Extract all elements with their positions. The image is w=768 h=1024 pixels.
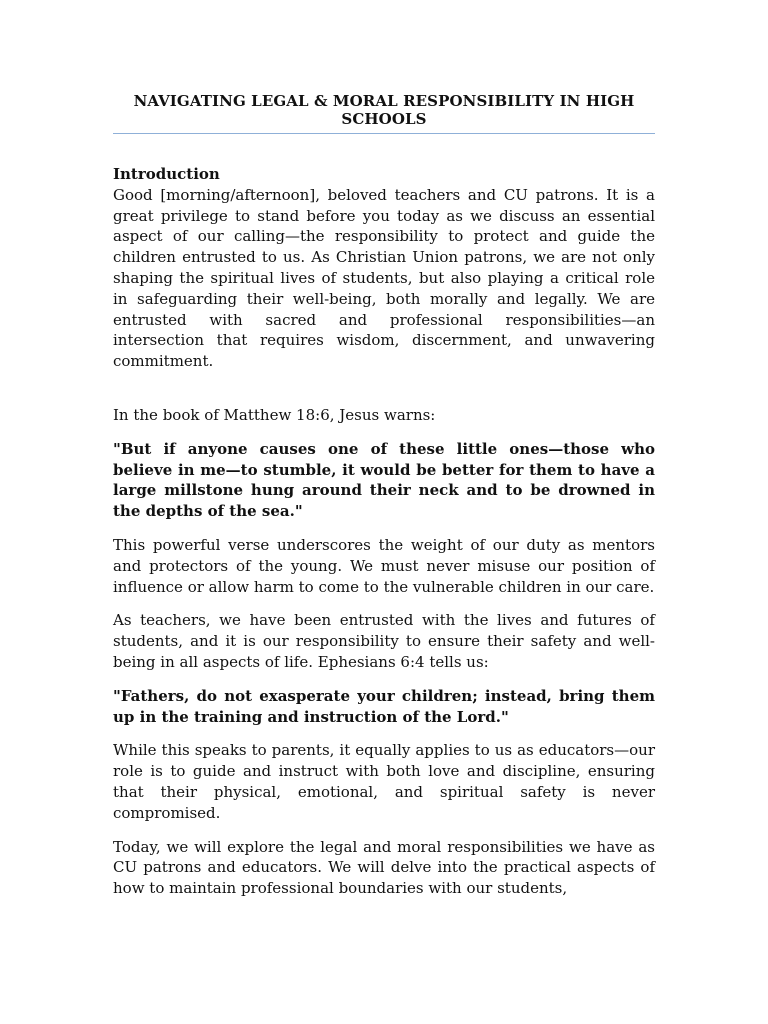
today-overview-paragraph: Today, we will explore the legal and moral responsibilities we have as CU patrons and educators. We will delve into the practical aspects of how to maintain professional boundaries with our students, [113, 837, 655, 898]
matthew-reference-paragraph: In the book of Matthew 18:6, Jesus warns: [113, 405, 436, 424]
document-title: NAVIGATING LEGAL & MORAL RESPONSIBILITY IN HIGH SCHOOLS [133, 92, 635, 128]
intro-paragraph: Good [morning/afternoon], beloved teachers and CU patrons. It is a great privilege to stand before you today as we discuss an essential aspect of our calling—the responsibility to protect and guide the children entrusted to us. As Christian Union patrons, we are not only shaping the spiritual lives of students, but also playing a critical role in safeguarding their well-being, both morally and legally. We are entrusted with sacred and professional responsibilities—an intersection that requires wisdom, discernment, and unwavering commitment. [113, 185, 655, 371]
verse-commentary-paragraph: This powerful verse underscores the weight of our duty as mentors and protectors of the young. We must never misuse our position of influence or allow harm to come to the vulnerable children in our care. [113, 535, 655, 596]
title-divider [113, 133, 655, 134]
teachers-responsibility-paragraph: As teachers, we have been entrusted with the lives and futures of students, and it is our responsibility to ensure their safety and well-being in all aspects of life. Ephesians 6:4 tells us: [113, 611, 655, 671]
introduction-heading: Introduction [113, 165, 220, 183]
matthew-quote: "But if anyone causes one of these little ones—those who believe in me—to stumble, it would be better for them to have a large millstone hung around their neck and to be drowned in the depths of the sea." [113, 439, 655, 521]
document-page [113, 92, 655, 899]
educators-application-paragraph: While this speaks to parents, it equally applies to us as educators—our role is to guide and instruct with both love and discipline, ensuring that their physical, emotional, and spiritual safety is never compromised. [113, 741, 655, 822]
ephesians-quote: "Fathers, do not exasperate your children; instead, bring them up in the training and instruction of the Lord." [113, 686, 655, 726]
